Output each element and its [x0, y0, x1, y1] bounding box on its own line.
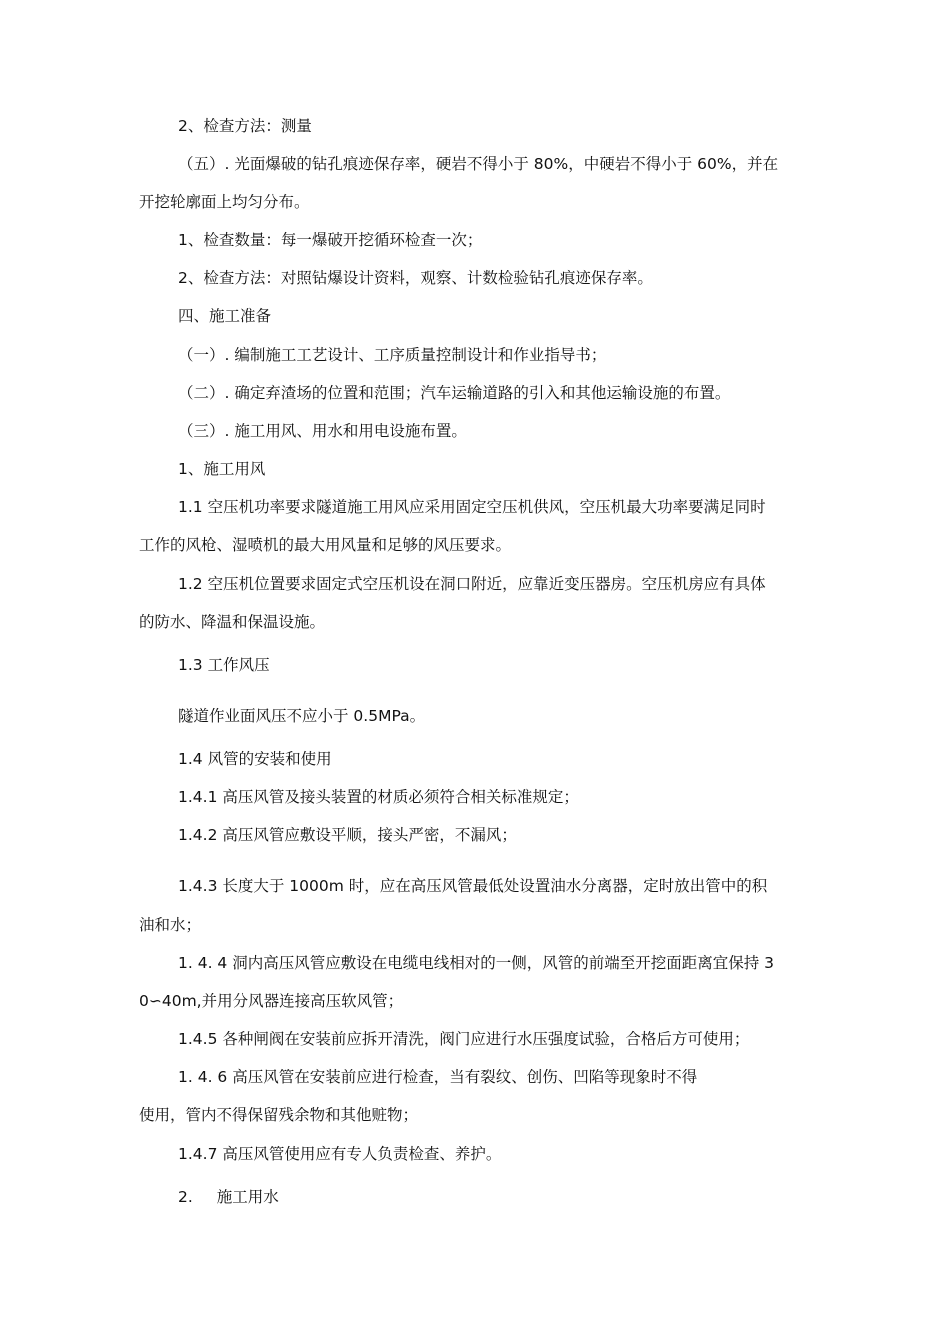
heading-text: 施工用水 — [216, 1188, 279, 1206]
text-line: 开挖轮廓面上均匀分布。 — [139, 193, 310, 211]
section-heading: 四、施工准备 — [178, 307, 272, 325]
text-line: 1.4.2 高压风管应敷设平顺，接头严密，不漏风； — [178, 826, 517, 844]
text-line: 油和水； — [139, 916, 202, 934]
text-line: 1.4.5 各种闸阀在安装前应拆开清洗，阀门应进行水压强度试验，合格后方可使用； — [178, 1030, 750, 1048]
section-heading — [178, 1187, 279, 1207]
text-line: 1. 4. 6 高压风管在安装前应进行检查，当有裂纹、创伤、凹陷等现象时不得 — [178, 1068, 698, 1086]
text-line: 1.4.3 长度大于 1000m 时，应在高压风管最低处设置油水分离器，定时放出管中的积 — [178, 877, 768, 895]
text-line: 1.4.1 高压风管及接头装置的材质必须符合相关标准规定； — [178, 788, 579, 806]
text-line: 1.1 空压机功率要求隧道施工用风应采用固定空压机供风，空压机最大功率要满足同时 — [178, 498, 766, 516]
text-line: 工作的风枪、湿喷机的最大用风量和足够的风压要求。 — [139, 536, 512, 554]
text-line: （一）. 编制施工工艺设计、工序质量控制设计和作业指导书； — [178, 346, 607, 364]
text-line: （二）. 确定弃渣场的位置和范围；汽车运输道路的引入和其他运输设施的布置。 — [178, 384, 731, 402]
text-line: 2、检查方法：对照钻爆设计资料，观察、计数检验钻孔痕迹保存率。 — [178, 269, 653, 287]
text-line: 1.2 空压机位置要求固定式空压机设在洞口附近，应靠近变压器房。空压机房应有具体 — [178, 575, 766, 593]
text-line: 1、检查数量：每一爆破开挖循环检查一次； — [178, 231, 483, 249]
text-line: 使用，管内不得保留残余物和其他赃物； — [139, 1106, 419, 1124]
text-line: 1.3 工作风压 — [178, 656, 270, 674]
text-line: 1. 4. 4 洞内高压风管应敷设在电缆电线相对的一侧，风管的前端至开挖面距离宜保持 3 — [178, 954, 775, 972]
heading-number: 2. — [178, 1188, 193, 1206]
text-line: 1.4.7 高压风管使用应有专人负责检查、养护。 — [178, 1145, 502, 1163]
text-line: （五）. 光面爆破的钻孔痕迹保存率，硬岩不得小于 80%，中硬岩不得小于 60%，并在 — [178, 155, 779, 173]
text-line: （三）. 施工用风、用水和用电设施布置。 — [178, 422, 467, 440]
subsection-heading: 1、施工用风 — [178, 460, 266, 478]
text-line: 2、检查方法：测量 — [178, 117, 312, 135]
text-line: 的防水、降温和保温设施。 — [139, 613, 326, 631]
text-line: 1.4 风管的安装和使用 — [178, 750, 332, 768]
text-line: 隧道作业面风压不应小于 0.5MPa。 — [178, 707, 426, 725]
text-line: 0∽40m,并用分风器连接高压软风管； — [139, 992, 404, 1010]
